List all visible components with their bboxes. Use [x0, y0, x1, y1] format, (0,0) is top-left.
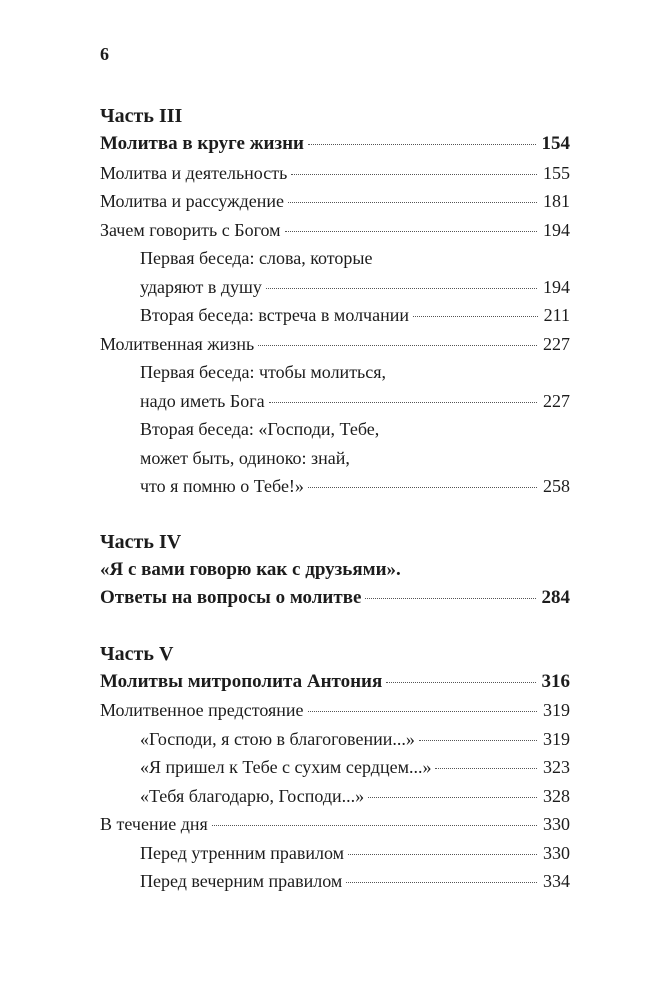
entry-page-number: 334 [543, 871, 570, 891]
entry-page-number: 227 [543, 390, 570, 411]
dot-leader [258, 345, 537, 346]
toc-entry[interactable] [100, 556, 570, 613]
entry-title-line: «Тебя благодарю, Господи...» [140, 785, 365, 806]
toc-section [100, 102, 570, 501]
entry-title-line: Перед вечерним правилом [140, 871, 343, 891]
dot-leader [308, 144, 536, 145]
toc-entry[interactable] [100, 839, 570, 868]
entry-title-line: Вторая беседа: встреча в молчании [140, 305, 409, 325]
toc-entry[interactable] [100, 358, 570, 415]
entry-title-line: надо иметь Бога [140, 390, 265, 411]
entry-title-line: «Я с вами говорю как с друзьями». [100, 558, 401, 580]
part-heading: Часть V [100, 642, 174, 665]
entry-title-line: Вторая беседа: «Господи, Тебе, [140, 419, 380, 439]
dot-leader [288, 202, 537, 203]
toc-entry[interactable] [100, 725, 570, 754]
entry-page-number: 258 [543, 476, 570, 496]
entry-page-number: 194 [543, 219, 570, 240]
dot-leader [386, 682, 535, 683]
entry-title-line: Молитвы митрополита Антония [100, 670, 383, 692]
entry-page-number: 319 [543, 728, 570, 749]
entry-title-line: В течение дня [100, 814, 208, 834]
dot-leader [413, 316, 538, 317]
toc-entry[interactable] [100, 130, 570, 159]
toc-entry[interactable] [100, 330, 570, 359]
entry-page-number: 330 [543, 842, 570, 863]
dot-leader [348, 854, 537, 855]
entry-page-number: 323 [543, 757, 570, 777]
entry-page-number: 316 [541, 670, 570, 692]
toc-entry[interactable] [100, 216, 570, 245]
entry-page-number: 154 [541, 133, 570, 154]
dot-leader [368, 797, 537, 798]
toc-entry[interactable] [100, 159, 570, 188]
entry-title-line: Зачем говорить с Богом [100, 219, 281, 240]
toc-section [100, 528, 570, 613]
entry-title-line: Молитвенное предстояние [100, 700, 304, 720]
entry-page-number: 328 [543, 785, 570, 806]
toc-entry[interactable] [100, 668, 570, 697]
toc-entry[interactable] [100, 301, 570, 330]
dot-leader [435, 768, 537, 769]
dot-leader [365, 598, 535, 599]
dot-leader [269, 402, 537, 403]
entry-title-line: «Я пришел к Тебе с сухим сердцем...» [140, 757, 432, 777]
dot-leader [308, 711, 537, 712]
toc-entry[interactable] [100, 753, 570, 782]
entry-title-line: ударяют в душу [140, 276, 262, 297]
entry-page-number: 194 [543, 276, 570, 297]
toc-entry[interactable] [100, 244, 570, 301]
entry-title-line: что я помню о Тебе!» [140, 476, 304, 496]
entry-title-line: Первая беседа: слова, которые [140, 248, 373, 268]
entry-title-line: может быть, одиноко: знай, [140, 447, 350, 468]
toc-entry[interactable] [100, 696, 570, 725]
table-of-contents [100, 102, 570, 923]
part-heading: Часть III [100, 105, 183, 127]
page-number: 6 [100, 44, 109, 64]
entry-title-line: Молитва и деятельность [100, 162, 288, 183]
dot-leader [308, 487, 537, 488]
toc-entry[interactable] [100, 867, 570, 896]
entry-page-number: 284 [541, 587, 570, 608]
dot-leader [419, 740, 537, 741]
entry-page-number: 330 [543, 814, 570, 834]
entry-title-line: «Господи, я стою в благоговении...» [140, 728, 415, 749]
toc-entry[interactable] [100, 415, 570, 501]
entry-title-line: Первая беседа: чтобы молиться, [140, 362, 387, 382]
part-heading: Часть IV [100, 530, 182, 553]
dot-leader [266, 288, 537, 289]
dot-leader [285, 231, 537, 232]
entry-page-number: 155 [543, 162, 570, 183]
toc-section [100, 640, 570, 896]
entry-title-line: Ответы на вопросы о молитве [100, 587, 362, 608]
entry-page-number: 319 [543, 700, 570, 720]
entry-title-line: Молитва в круге жизни [100, 133, 304, 154]
entry-title-line: Перед утренним правилом [140, 842, 345, 863]
entry-page-number: 181 [543, 191, 570, 211]
entry-page-number: 211 [543, 305, 570, 325]
dot-leader [346, 882, 537, 883]
dot-leader [212, 825, 537, 826]
toc-entry[interactable] [100, 782, 570, 811]
dot-leader [291, 174, 537, 175]
toc-entry[interactable] [100, 187, 570, 216]
entry-title-line: Молитва и рассуждение [100, 191, 285, 211]
toc-entry[interactable] [100, 810, 570, 839]
entry-title-line: Молитвенная жизнь [100, 333, 255, 354]
entry-page-number: 227 [543, 333, 570, 354]
